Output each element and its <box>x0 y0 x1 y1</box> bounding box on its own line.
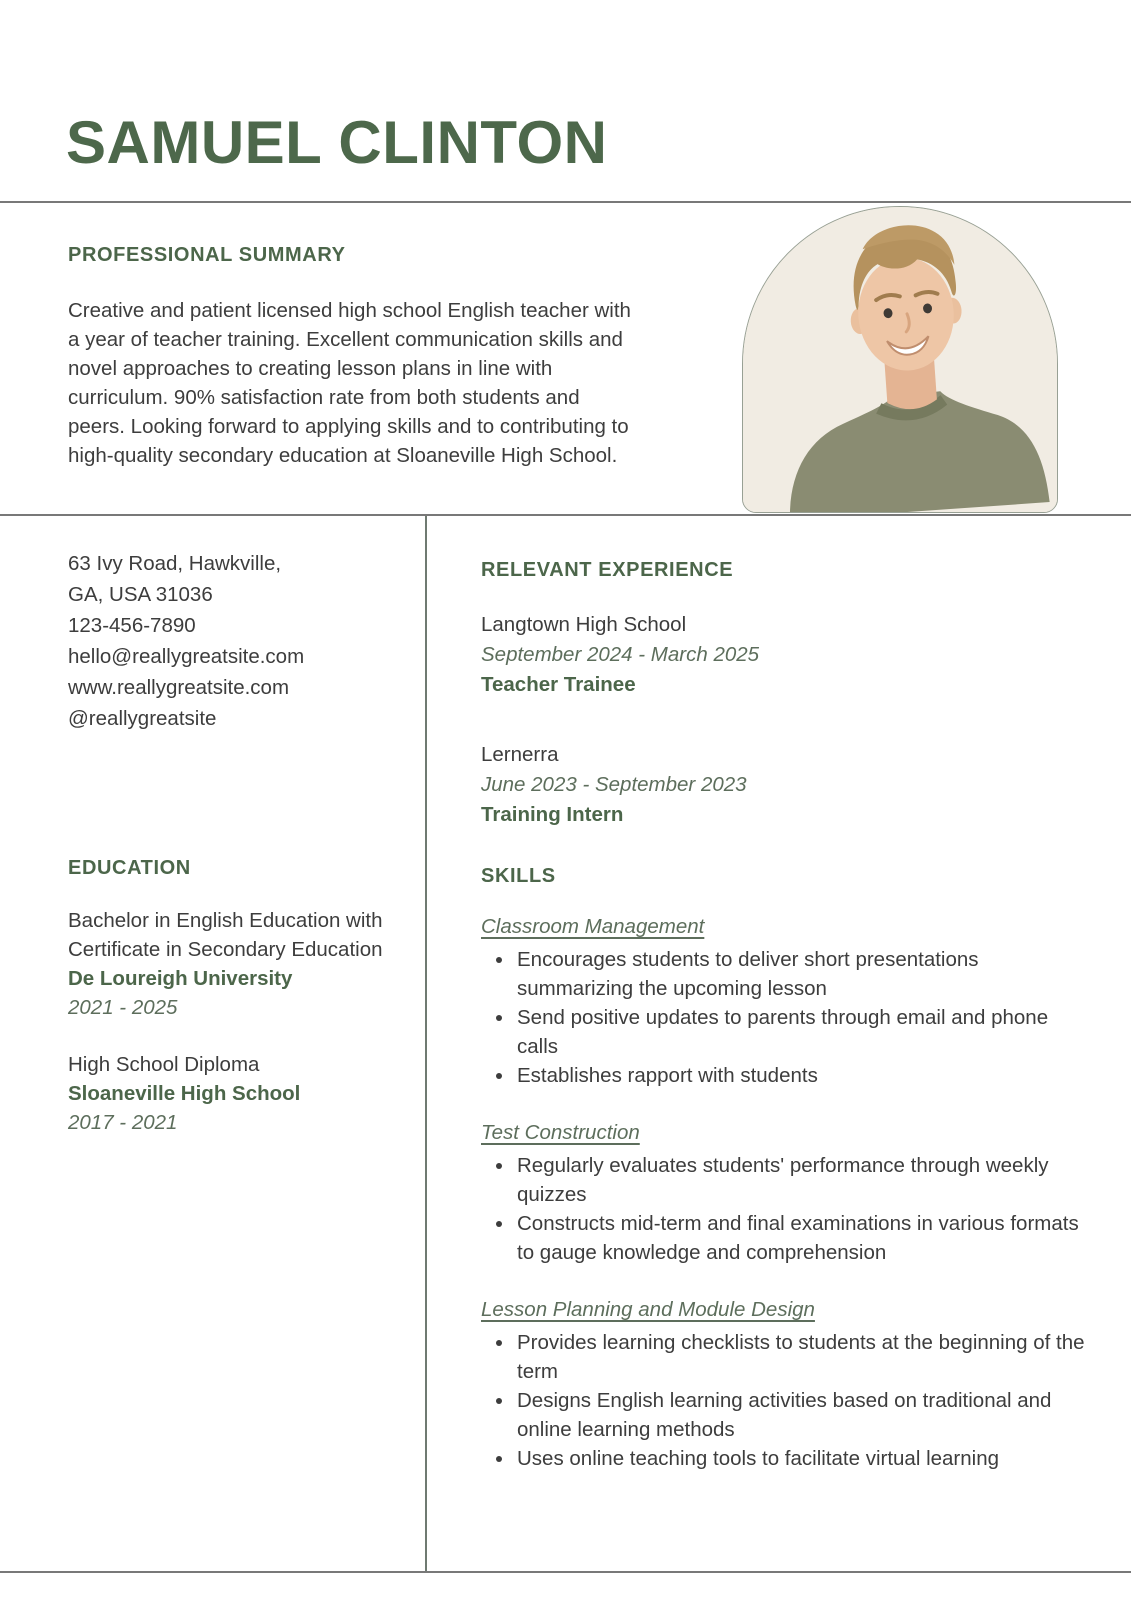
contact-social-handle: @reallygreatsite <box>68 707 217 730</box>
summary-line: peers. Looking forward to applying skills and to contributing to <box>68 415 629 438</box>
left-column <box>0 516 427 1571</box>
contact-address-line-2: GA, USA 31036 <box>68 583 213 606</box>
page-title: SAMUEL CLINTON <box>66 109 608 176</box>
experience-dates: June 2023 - September 2023 <box>481 773 747 796</box>
profile-photo <box>742 206 1058 513</box>
education-heading: EDUCATION <box>68 857 191 879</box>
skill-item: • Encourages students to deliver short presentations summarizing the upcoming lesson <box>515 945 1087 1003</box>
skill-item: • Constructs mid-term and final examinations in various formats to gauge knowledge and comprehension <box>515 1209 1087 1267</box>
degree-name: Bachelor in English Education with Certificate in Secondary Education <box>68 909 383 961</box>
professional-summary-section <box>68 243 713 470</box>
footer-divider <box>0 1571 1131 1573</box>
school-name: De Loureigh University <box>68 967 293 990</box>
skill-group-title: Lesson Planning and Module Design <box>481 1298 815 1321</box>
experience-entry <box>481 610 1087 700</box>
summary-line: Creative and patient licensed high school English teacher with <box>68 299 631 322</box>
job-title: Teacher Trainee <box>481 673 636 696</box>
skill-list <box>481 1328 1087 1473</box>
organization-name: Lernerra <box>481 743 559 766</box>
skill-group-title: Classroom Management <box>481 915 705 938</box>
header-divider <box>0 201 1131 203</box>
contact-website: www.reallygreatsite.com <box>68 676 290 699</box>
education-entry <box>68 1050 397 1137</box>
skill-group-title: Test Construction <box>481 1121 640 1144</box>
skill-group <box>481 1295 1087 1473</box>
skill-group <box>481 912 1087 1090</box>
organization-name: Langtown High School <box>481 613 687 636</box>
education-entry <box>68 906 397 1022</box>
education-dates: 2017 - 2021 <box>68 1111 178 1134</box>
skill-item: • Provides learning checklists to students at the beginning of the term <box>515 1328 1087 1386</box>
contact-info <box>68 548 397 734</box>
experience-dates: September 2024 - March 2025 <box>481 643 760 666</box>
school-name: Sloaneville High School <box>68 1082 301 1105</box>
job-title: Training Intern <box>481 803 624 826</box>
skill-item: • Establishes rapport with students <box>515 1061 1087 1090</box>
skill-list <box>481 1151 1087 1267</box>
skill-list <box>481 945 1087 1090</box>
summary-line: high-quality secondary education at Sloaneville High School. <box>68 444 618 467</box>
skill-item: • Send positive updates to parents through email and phone calls <box>515 1003 1087 1061</box>
education-dates: 2021 - 2025 <box>68 996 178 1019</box>
skill-group <box>481 1118 1087 1267</box>
skills-heading: SKILLS <box>481 865 556 887</box>
summary-line: novel approaches to creating lesson plans in line with <box>68 357 553 380</box>
relevant-experience-heading: RELEVANT EXPERIENCE <box>481 559 734 581</box>
degree-name: High School Diploma <box>68 1053 260 1076</box>
skill-item: • Designs English learning activities based on traditional and online learning methods <box>515 1386 1087 1444</box>
summary-line: curriculum. 90% satisfaction rate from both students and <box>68 386 580 409</box>
summary-line: a year of teacher training. Excellent communication skills and <box>68 328 623 351</box>
experience-entry <box>481 740 1087 830</box>
contact-address-line-1: 63 Ivy Road, Hawkville, <box>68 552 282 575</box>
professional-summary-text <box>68 296 713 470</box>
right-column <box>427 516 1131 1571</box>
contact-email: hello@reallygreatsite.com <box>68 645 305 668</box>
portrait-illustration <box>743 207 1057 512</box>
professional-summary-heading: PROFESSIONAL SUMMARY <box>68 244 346 266</box>
two-column-body <box>0 516 1131 1571</box>
skill-item: • Regularly evaluates students' performance through weekly quizzes <box>515 1151 1087 1209</box>
contact-phone: 123-456-7890 <box>68 614 196 637</box>
skill-item: • Uses online teaching tools to facilitate virtual learning <box>515 1444 1087 1473</box>
